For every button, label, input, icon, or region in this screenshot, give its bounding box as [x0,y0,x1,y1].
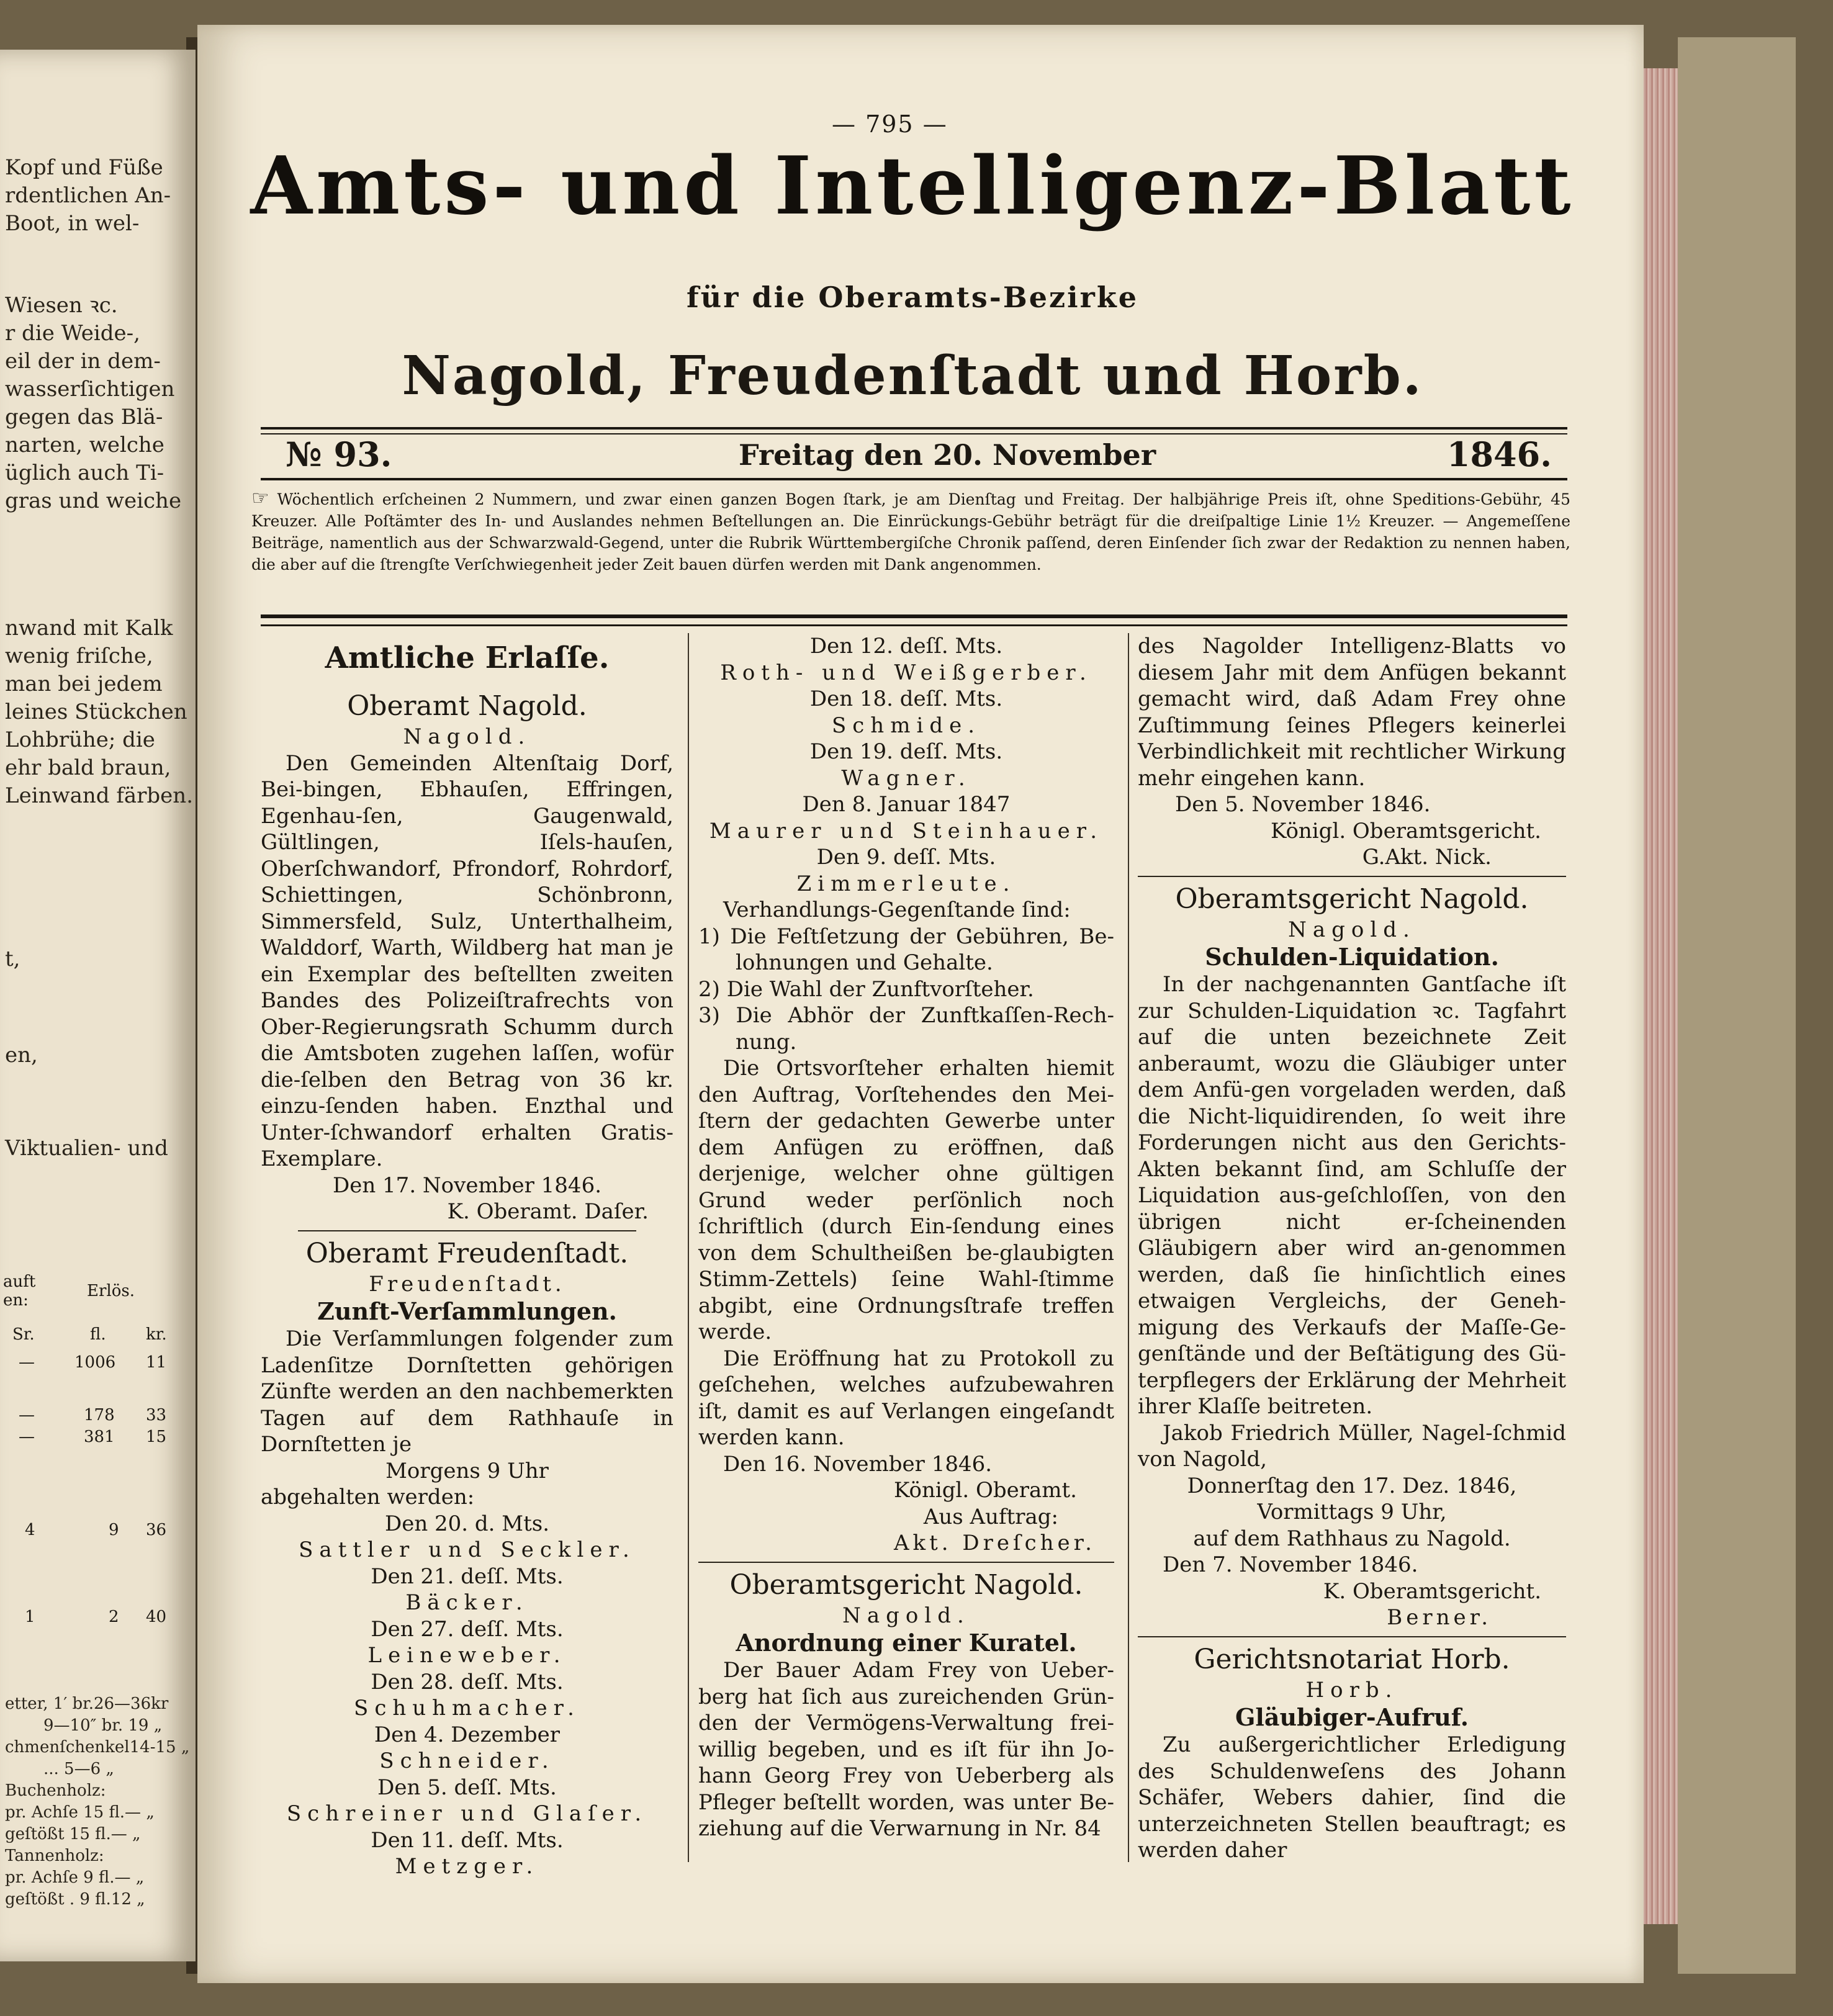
left-text-line: Lohbrühe; die [5,727,155,752]
hearing-date: Donnerſtag den 17. Dez. 1846, [1187,1473,1517,1498]
left-text-line: narten, welche [5,433,164,457]
meeting-guild: Schreiner und Glaſer. [286,1801,648,1826]
article-text: In der nachgenannten Gantſache iſt zur Schulden-Liquidation ꝛc. Tagfahrt auf die unten bezeichnete Zeit anberaumt, wozu die Gläubiger unter dem Anfü-gen vorgeladen werden, daß die Nicht-liquidirenden, ſo weit ihre Forderungen nicht aus den Gerichts-Akten bekannt ſind, am Schluſſe der Liquidation aus-geſchloſſen, von den übrigen nicht er-ſcheinenden Gläubigern aber wird an-genommen werden, daß ſie hinſichtlich eines etwaigen Vergleichs, der Geneh-migung des Verkaufs der Maſſe-Ge-genſtände und der Beſtätigung des Gü-terpflegers der Erklärung der Mehrheit ihrer Klaſſe beitreten. [1138,972,1566,1419]
issue-year: 1846. [1446,434,1552,474]
table-header: Sr. [12,1325,35,1344]
article-place: Nagold. [403,724,531,749]
left-text-line: Boot, in wel- [5,211,140,236]
column-1 [261,633,673,1880]
table-cell: 40 [146,1608,167,1626]
meeting-date: Den 19. deſſ. Mts. [809,739,1003,764]
article-date: Den 17. November 1846. [332,1172,602,1198]
meeting-date: Den 5. deſſ. Mts. [377,1775,557,1800]
meeting-date: Den 11. deſſ. Mts. [371,1827,564,1853]
meeting-date: Den 18. deſſ. Mts. [809,686,1003,711]
meeting-guild: Schuhmacher. [354,1696,580,1721]
article-place: Nagold. [842,1603,970,1628]
header-rule [261,478,1567,482]
agenda-item: 2) Die Wahl der Zunftvorſteher. [698,976,1034,1002]
page-number: — 795 — [832,110,948,138]
table-header: auft [3,1272,36,1291]
left-text-line: pr. Achſe 15 fl.— „ [5,1803,155,1822]
article-text: Die Verſammlungen folgender zum Ladenſitze Dornſtetten gehörigen Zünfte werden an den nachbemerkten Tagen auf dem Rathhauſe in Dornſtetten je [261,1326,673,1457]
table-cell: — [19,1406,35,1424]
column-separator [1128,633,1129,1862]
article-heading: Oberamtsgericht Nagold. [729,1568,1083,1601]
article-heading: Gerichtsnotariat Horb. [1194,1643,1510,1675]
meeting-date: Den 27. deſſ. Mts. [371,1616,564,1642]
notice-rule [261,614,1567,626]
table-header: fl. [90,1325,106,1344]
left-text-line: en, [5,1043,38,1068]
left-text-line: Tannenholz: [5,1847,104,1865]
newspaper-districts: Nagold, Freudenſtadt und Horb. [402,344,1423,407]
left-text-line: geſtößt . 9 fl.12 „ [5,1890,145,1909]
table-cell: 1006 [74,1353,116,1372]
left-text-line: Viktualien- und [5,1136,168,1161]
left-text-line: Wiesen ꝛc. [5,293,118,318]
pointing-hand-icon: ☞ [251,486,269,510]
meeting-date: Den 8. Januar 1847 [802,792,1011,817]
meeting-guild: Schneider. [379,1748,555,1773]
left-text-line: t, [5,947,20,971]
issue-date: Freitag den 20. November [739,438,1156,472]
article-text: Der Bauer Adam Frey von Ueber-berg hat ſich aus zureichenden Grün-den der Vermögens-Verwaltung frei-willig begeben, und es iſt für ihn Jo-hann Georg Frey von Ueberberg als Pfleger beſtellt worden, was unter Be-ziehung auf die Verwarnung in Nr. 84 [698,1658,1114,1841]
article-title: Anordnung einer Kuratel. [736,1629,1077,1657]
article-signature: Königl. Oberamt. [894,1478,1077,1503]
agenda-item: 3) Die Abhör der Zunftkaſſen-Rech-nung. [698,1003,1114,1055]
meeting-guild: Wagner. [841,765,971,791]
column-3 [1138,633,1566,1864]
article-time: Morgens 9 Uhr [385,1458,549,1483]
article-text: Die Eröffnung hat zu Protokoll zu geſchehen, welches aufzubewahren iſt, damit es auf Verlangen eingeſandt werden kann. [698,1346,1114,1450]
left-text-line: geſtößt 15 fl.— „ [5,1825,141,1843]
article-text: Zu außergerichtlicher Erledigung des Schuldenweſens des Johann Schäfer, Webers dahier, ſind die unterzeichneten Stellen beauftragt; es werden daher [1138,1732,1566,1863]
article-heading: Oberamt Nagold. [347,690,587,722]
issue-line [261,434,1567,478]
header-rule [261,427,1567,434]
left-text-line: etter, 1′ br.26—36kr [5,1694,169,1713]
article-place: Nagold. [1288,917,1416,942]
article-place: Horb. [1305,1677,1398,1703]
table-cell: 2 [109,1608,119,1626]
table-cell: 1 [25,1608,35,1626]
agenda-heading: Verhandlungs-Gegenſtande ſind: [723,898,1071,922]
table-cell: 15 [146,1428,167,1446]
agenda-item: 1) Die Feſtſetzung der Gebühren, Be-lohnungen und Gehalte. [698,924,1114,975]
book-cover-board [1678,37,1796,1974]
meeting-date: Den 4. Dezember [374,1722,561,1747]
table-cell: 4 [25,1521,35,1539]
meeting-guild: Metzger. [395,1854,539,1879]
article-signature: K. Oberamtsgericht. [1323,1578,1541,1604]
debtor-name: Jakob Friedrich Müller, Nagel-ſchmid von Nagold, [1138,1420,1566,1472]
article-signature: Akt. Dreſcher. [893,1531,1096,1555]
left-text-line: nwand mit Kalk [5,616,173,641]
meeting-guild: Schmide. [831,713,981,738]
left-text-line: rdentlichen An- [5,183,171,208]
meeting-guild: Zimmerleute. [796,871,1016,896]
left-text-line: man bei jedem [5,672,163,696]
left-text-line: Leinwand färben. [5,783,194,808]
left-text-line: pr. Achſe 9 fl.— „ [5,1868,145,1887]
left-text-line: 9—10″ br. 19 „ [43,1716,163,1735]
meeting-guild: Leineweber. [367,1643,567,1668]
meeting-date: Den 9. deſſ. Mts. [816,845,996,870]
table-header: kr. [146,1325,167,1344]
article-date: Den 7. November 1846. [1163,1552,1418,1577]
article-text: des Nagolder Intelligenz-Blatts vo diesem Jahr mit dem Anfügen bekannt gemacht wird, daß Adam Frey ohne Zuſtimmung ſeines Pflegers keinerlei Verbindlichkeit mit rechtlicher Wirkung mehr eingehen kann. [1138,634,1566,791]
article-title: Schulden-Liquidation. [1205,943,1499,971]
meeting-date: Den 20. d. Mts. [384,1511,550,1536]
article-text: Den Gemeinden Altenſtaig Dorf, Bei-bingen, Ebhauſen, Effringen, Egenhau-ſen, Gaugenwald, Gültlingen, Iſels-hauſen, Oberſchwandorf, Pfrondorf, Rohrdorf, Schiettingen, Schönbronn, Simmersfeld, Sulz, Unterthalheim, Walddorf, Warth, Wildberg hat man je ein Exemplar des beſtellten zweiten Bandes des Polizeiſtrafrechts von Ober-Regierungsrath Schumm durch die Amtsboten zugehen laſſen, wofür die-ſelben den Betrag von 36 kr. einzu-ſenden haben. Enzthal und Unter-ſchwandorf erhalten Gratis-Exemplare. [261,750,673,1171]
notice-text: Wöchentlich erſcheinen 2 Nummern, und zwar einen ganzen Bogen ſtark, je am Dienſtag und Freitag. Der halbjährige Preis iſt, ohne Speditions-Gebühr, 45 Kreuzer. Alle Poſtämter des In- und Auslandes nehmen Beſtellungen an. Die Einrückungs-Gebühr beträgt für die dreiſpaltige Linie 1½ Kreuzer. — Angemeſſene Beiträge, namentlich aus der Schwarzwald-Gegend, unter die Rubrik Württembergiſche Chronik paſſend, deren Einſender ſich zwar der Redaktion zu nennen haben, die aber auf die ſtrengſte Verſchwiegenheit jeder Zeit bauen dürfen werden mit Dank angenommen. [251,490,1570,574]
article-signature: Königl. Oberamtsgericht. [1270,818,1541,844]
article-text: abgehalten werden: [261,1485,475,1510]
table-cell: — [19,1428,35,1446]
table-header: en: [3,1291,29,1310]
article-divider [298,1230,636,1231]
left-text-line: Buchenholz: [5,1781,106,1800]
left-text-line: ... 5—6 „ [43,1760,114,1778]
article-heading: Oberamtsgericht Nagold. [1175,883,1529,915]
left-text-line: eil der in dem- [5,349,161,374]
table-cell: 178 [84,1406,115,1424]
subscription-notice [251,487,1570,575]
article-place: Freudenſtadt. [369,1271,565,1297]
column-separator [688,633,689,1862]
article-signature: Berner. [1387,1605,1492,1630]
table-cell: 11 [146,1353,167,1372]
column-2 [698,633,1114,1842]
left-text-line: gegen das Blä- [5,405,163,430]
left-text-line: r die Weide-, [5,321,140,346]
newspaper-title: Amts- und Intelligenz-Blatt [250,140,1575,233]
article-divider [1138,876,1566,877]
article-title: Zunft-Verſammlungen. [317,1297,617,1325]
meeting-date: Den 21. deſſ. Mts. [371,1564,564,1589]
table-cell: — [19,1353,35,1372]
article-date: Den 5. November 1846. [1175,792,1431,817]
table-cell: 33 [146,1406,167,1424]
table-cell: 381 [84,1428,115,1446]
article-signature: Aus Auftrag: [923,1504,1058,1529]
left-text-line: wenig friſche, [5,644,153,668]
page-edges [1644,68,1678,1924]
section-heading: Amtliche Erlaſſe. [325,641,610,675]
table-cell: 36 [146,1521,167,1539]
left-text-line: chmenſchenkel14-15 „ [5,1738,190,1757]
table-cell: 9 [109,1521,119,1539]
article-divider [698,1562,1114,1563]
meeting-date: Den 12. deſſ. Mts. [809,634,1003,659]
left-text-line: leines Stückchen [5,700,187,724]
article-text: Die Ortsvorſteher erhalten hiemit den Auftrag, Vorſtehendes den Mei-ſtern der gedachten Gewerbe unter dem Anfügen zu eröffnen, daß derjenige, welcher ohne gültigen Grund weder perſönlich noch ſchriftlich (durch Ein-ſendung eines von dem Schultheißen be-glaubigten Stimm-Zettels) ſeine Wahl-ſtimme abgibt, eine Ordnungsſtrafe treffen werde. [698,1056,1114,1344]
article-signature: G.Akt. Nick. [1362,845,1492,870]
issue-number: № 93. [286,434,392,474]
article-title: Gläubiger-Aufruf. [1235,1703,1469,1731]
article-signature: K. Oberamt. Daſer. [447,1199,649,1224]
meeting-guild: Bäcker. [405,1590,529,1615]
left-text-line: ehr bald braun, [5,755,171,780]
meeting-guild: Maurer und Steinhauer. [709,818,1104,844]
left-text-line: üglich auch Ti- [5,461,164,485]
newspaper-subtitle: für die Oberamts-Bezirke [687,281,1138,314]
meeting-date: Den 28. deſſ. Mts. [371,1669,564,1694]
left-text-line: Kopf und Füße [5,155,163,180]
left-text-line: wasserſichtigen [5,377,175,402]
article-date: Den 16. November 1846. [723,1451,993,1477]
table-header: Erlös. [87,1282,135,1300]
hearing-time: Vormittags 9 Uhr, [1257,1500,1447,1524]
hearing-place: auf dem Rathhaus zu Nagold. [1193,1526,1511,1551]
article-divider [1138,1636,1566,1637]
left-text-line: gras und weiche [5,488,182,513]
article-heading: Oberamt Freudenſtadt. [305,1237,629,1269]
meeting-guild: Roth- und Weißgerber. [720,660,1092,685]
left-page [0,50,196,1961]
meeting-guild: Sattler und Seckler. [299,1537,636,1562]
